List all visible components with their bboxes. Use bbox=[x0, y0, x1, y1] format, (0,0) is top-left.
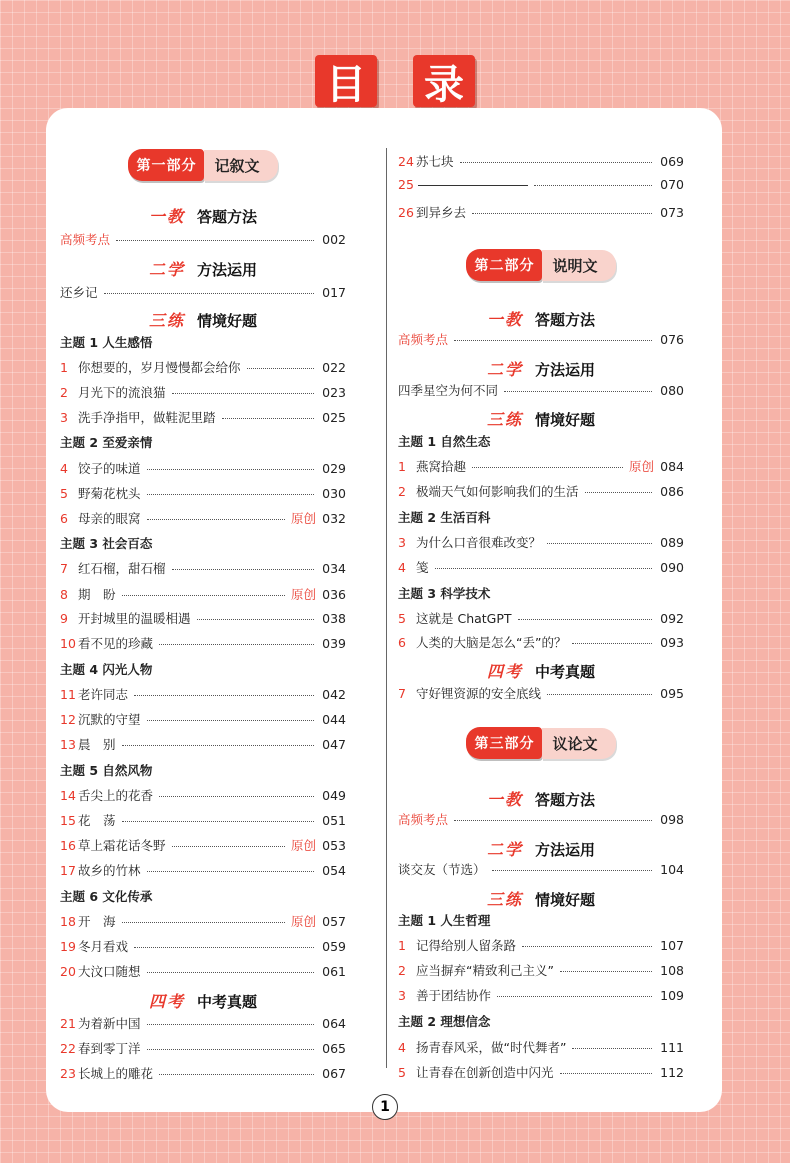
original-badge: 原创 bbox=[628, 459, 654, 474]
blank-title-line bbox=[418, 185, 528, 186]
toc-entry[interactable]: 5 这就是 ChatGPT 092 bbox=[398, 611, 684, 626]
toc-entry[interactable]: 高频考点 002 bbox=[60, 232, 346, 247]
toc-entry[interactable]: 6 母亲的眼窝 原创 032 bbox=[60, 511, 346, 526]
section-header: 二学 方法运用 bbox=[148, 260, 258, 279]
toc-entry[interactable]: 10 看不见的珍藏 039 bbox=[60, 636, 346, 651]
toc-entry[interactable]: 6 人类的大脑是怎么“丢”的？ 093 bbox=[398, 635, 684, 650]
column-divider bbox=[386, 148, 387, 1068]
section-header: 一教 答题方法 bbox=[486, 790, 596, 809]
theme-heading: 主题 5 自然风物 bbox=[60, 763, 153, 778]
toc-entry[interactable]: 4 饺子的味道 029 bbox=[60, 461, 346, 476]
theme-heading: 主题 3 社会百态 bbox=[60, 536, 153, 551]
toc-entry[interactable]: 26 到异乡去 073 bbox=[398, 205, 684, 220]
toc-entry[interactable]: 3 为什么口音很难改变？ 089 bbox=[398, 535, 684, 550]
toc-entry[interactable]: 还乡记 017 bbox=[60, 285, 346, 300]
toc-entry[interactable]: 16 草上霜花话冬野 原创 053 bbox=[60, 838, 346, 853]
toc-entry[interactable]: 四季星空为何不同 080 bbox=[398, 383, 684, 398]
theme-heading: 主题 6 文化传承 bbox=[60, 889, 153, 904]
theme-heading: 主题 2 理想信念 bbox=[398, 1014, 491, 1029]
toc-entry[interactable]: 3 洗手净指甲，做鞋泥里踏 025 bbox=[60, 410, 346, 425]
original-badge: 原创 bbox=[290, 838, 316, 853]
toc-entry[interactable]: 2 月光下的流浪猫 023 bbox=[60, 385, 346, 400]
toc-entry[interactable]: 7 红石榴，甜石榴 034 bbox=[60, 561, 346, 576]
toc-entry[interactable]: 2 极端天气如何影响我们的生活 086 bbox=[398, 484, 684, 499]
toc-entry[interactable]: 20 大汶口随想 061 bbox=[60, 964, 346, 979]
toc-entry[interactable]: 17 故乡的竹林 054 bbox=[60, 863, 346, 878]
page-title bbox=[0, 55, 790, 107]
theme-heading: 主题 3 科学技术 bbox=[398, 586, 491, 601]
toc-entry[interactable]: 11 老许同志 042 bbox=[60, 687, 346, 702]
theme-heading: 主题 2 生活百科 bbox=[398, 510, 491, 525]
section-header: 四考 中考真题 bbox=[486, 662, 596, 681]
theme-heading: 主题 2 至爱亲情 bbox=[60, 435, 153, 450]
toc-entry[interactable]: 18 开 海 原创 057 bbox=[60, 914, 346, 929]
title-char-1: 目 bbox=[315, 55, 377, 107]
toc-entry[interactable]: 2 应当摒弃“精致利己主义” 108 bbox=[398, 963, 684, 978]
part-header-3 bbox=[466, 728, 615, 758]
page-number: 1 bbox=[372, 1094, 398, 1120]
toc-entry[interactable]: 5 野菊花枕头 030 bbox=[60, 486, 346, 501]
toc-entry[interactable]: 5 让青春在创新创造中闪光 112 bbox=[398, 1065, 684, 1080]
part-name: 议论文 bbox=[542, 728, 615, 759]
theme-heading: 主题 1 人生哲理 bbox=[398, 913, 491, 928]
part-number: 第一部分 bbox=[128, 149, 204, 181]
toc-entry[interactable]: 19 冬月看戏 059 bbox=[60, 939, 346, 954]
toc-entry[interactable]: 24 苏七块 069 bbox=[398, 154, 684, 169]
toc-entry[interactable]: 13 晨 别 047 bbox=[60, 737, 346, 752]
part-name: 记叙文 bbox=[204, 150, 277, 181]
section-header: 四考 中考真题 bbox=[148, 992, 258, 1011]
toc-entry[interactable]: 高频考点 098 bbox=[398, 812, 684, 827]
section-header: 一教 答题方法 bbox=[148, 207, 258, 226]
toc-entry[interactable]: 21 为着新中国 064 bbox=[60, 1016, 346, 1031]
part-number: 第二部分 bbox=[466, 249, 542, 281]
toc-entry[interactable]: 25 070 bbox=[398, 177, 684, 192]
part-header-2 bbox=[466, 250, 615, 280]
toc-card bbox=[46, 108, 722, 1112]
original-badge: 原创 bbox=[290, 587, 316, 602]
toc-entry[interactable]: 3 善于团结协作 109 bbox=[398, 988, 684, 1003]
section-header: 三练 情境好题 bbox=[486, 410, 596, 429]
part-name: 说明文 bbox=[542, 250, 615, 281]
toc-entry[interactable]: 4 笺 090 bbox=[398, 560, 684, 575]
section-header: 二学 方法运用 bbox=[486, 840, 596, 859]
toc-entry[interactable]: 23 长城上的雕花 067 bbox=[60, 1066, 346, 1081]
toc-entry[interactable]: 谈交友（节选） 104 bbox=[398, 862, 684, 877]
toc-entry[interactable]: 8 期 盼 原创 036 bbox=[60, 587, 346, 602]
toc-entry[interactable]: 14 舌尖上的花香 049 bbox=[60, 788, 346, 803]
toc-entry[interactable]: 9 开封城里的温暖相遇 038 bbox=[60, 611, 346, 626]
original-badge: 原创 bbox=[290, 511, 316, 526]
toc-entry[interactable]: 1 燕窝拾趣 原创 084 bbox=[398, 459, 684, 474]
toc-entry[interactable]: 12 沉默的守望 044 bbox=[60, 712, 346, 727]
section-header: 二学 方法运用 bbox=[486, 360, 596, 379]
toc-entry[interactable]: 1 你想要的，岁月慢慢都会给你 022 bbox=[60, 360, 346, 375]
theme-heading: 主题 4 闪光人物 bbox=[60, 662, 153, 677]
toc-entry[interactable]: 15 花 荡 051 bbox=[60, 813, 346, 828]
section-header: 一教 答题方法 bbox=[486, 310, 596, 329]
theme-heading: 主题 1 自然生态 bbox=[398, 434, 491, 449]
theme-heading: 主题 1 人生感悟 bbox=[60, 335, 153, 350]
toc-entry[interactable]: 4 扬青春风采，做“时代舞者” 111 bbox=[398, 1040, 684, 1055]
original-badge: 原创 bbox=[290, 914, 316, 929]
toc-entry[interactable]: 1 记得给别人留条路 107 bbox=[398, 938, 684, 953]
toc-entry[interactable]: 高频考点 076 bbox=[398, 332, 684, 347]
section-header: 三练 情境好题 bbox=[486, 890, 596, 909]
toc-entry[interactable]: 22 春到零丁洋 065 bbox=[60, 1041, 346, 1056]
section-header: 三练 情境好题 bbox=[148, 311, 258, 330]
title-char-2: 录 bbox=[413, 55, 475, 107]
toc-entry[interactable]: 7 守好锂资源的安全底线 095 bbox=[398, 686, 684, 701]
part-header-1 bbox=[128, 150, 277, 180]
part-number: 第三部分 bbox=[466, 727, 542, 759]
